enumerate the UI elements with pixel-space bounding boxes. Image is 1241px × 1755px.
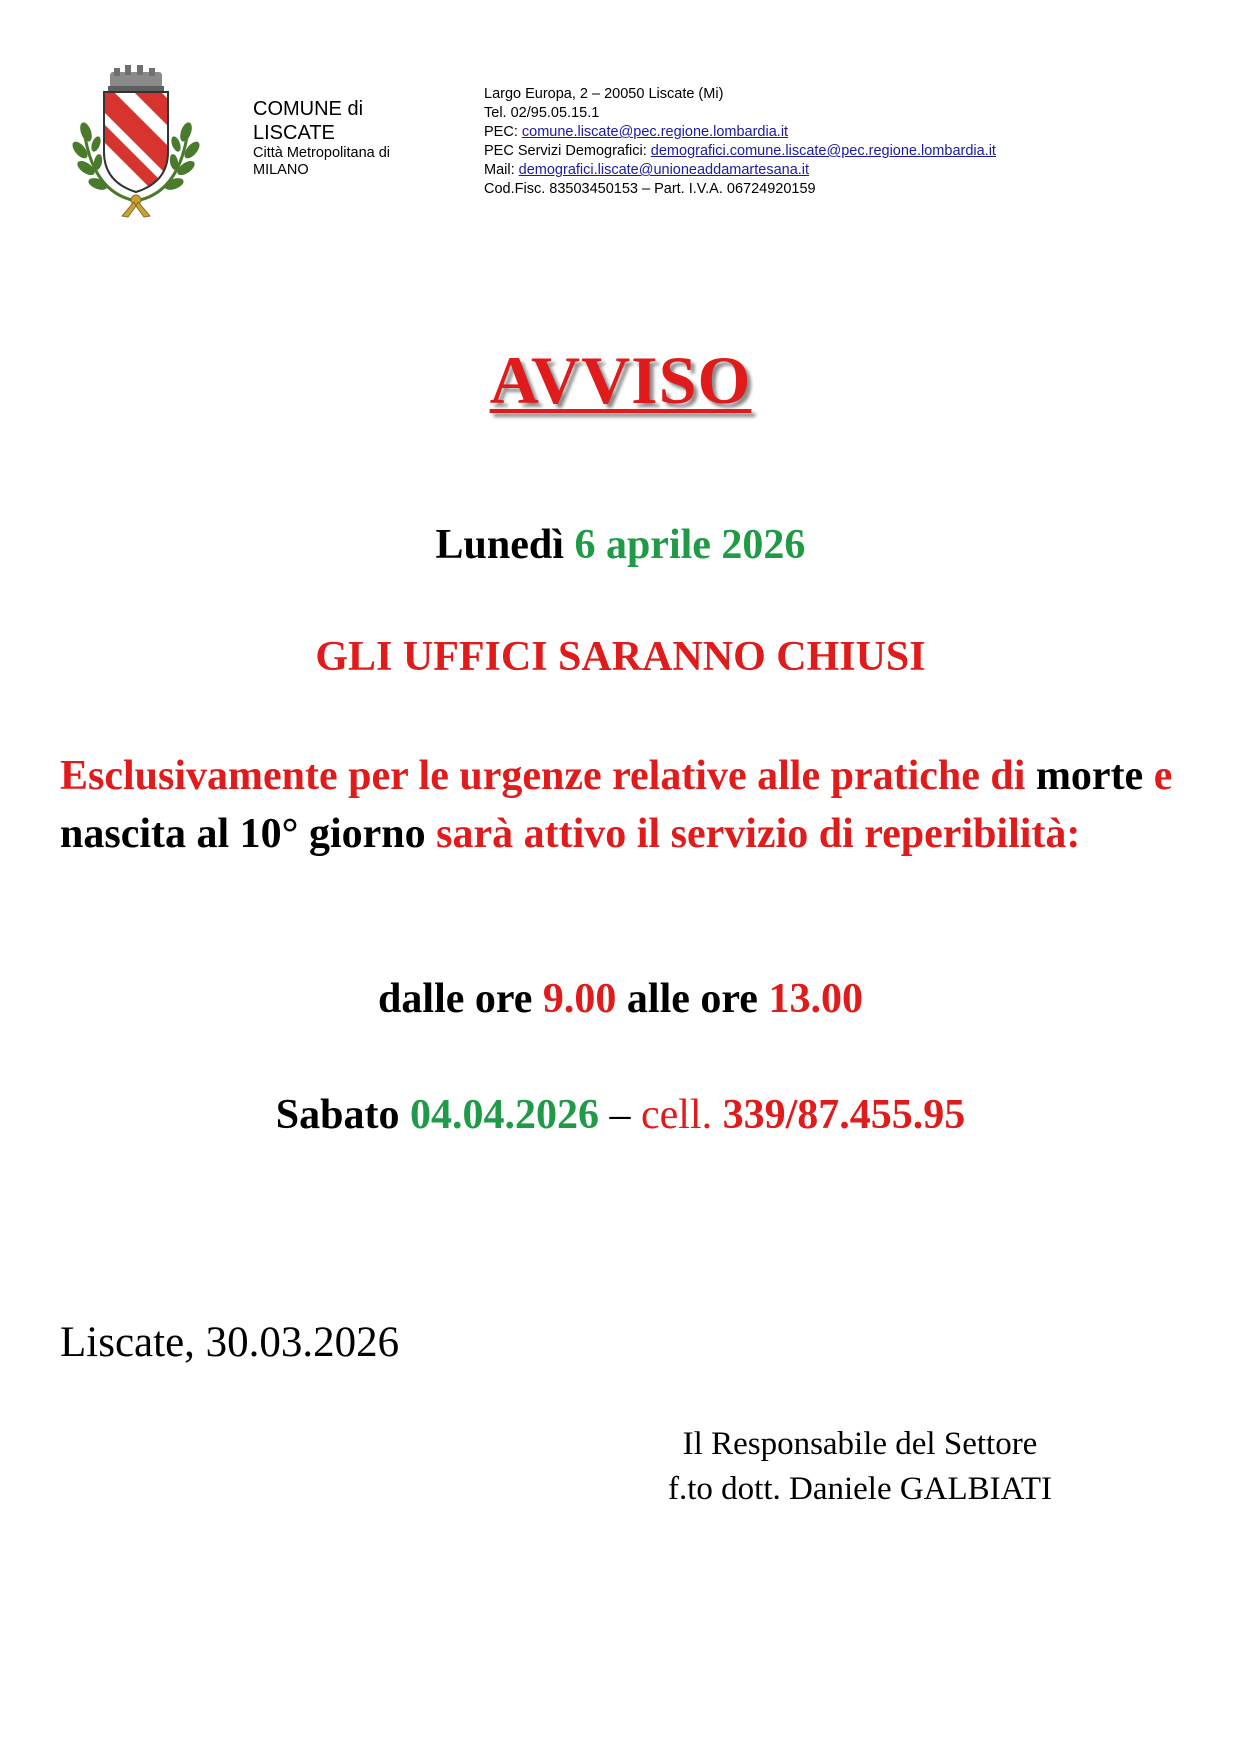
signature-block [580, 1422, 1140, 1512]
urgency-paragraph [60, 747, 1190, 863]
mail-label: Mail: [484, 162, 519, 178]
signature-name: f.to dott. Daniele GALBIATI [668, 1471, 1052, 1507]
mail-email-link[interactable]: demografici.liscate@unioneaddamartesana.it [518, 162, 810, 178]
urgency-part1: Esclusivamente per le urgenze relative alle pratiche di [60, 753, 1036, 799]
address: Largo Europa, 2 – 20050 Liscate (Mi) [484, 86, 724, 102]
pec-email-link[interactable]: comune.liscate@pec.regione.lombardia.it [521, 124, 789, 140]
saturday-contact-line [0, 1090, 1241, 1140]
comune-label: COMUNE di [253, 98, 364, 120]
coat-of-arms-logo [62, 60, 202, 220]
urgency-death: morte [1035, 753, 1144, 799]
crown-icon [108, 65, 164, 91]
date-value: 6 aprile 2026 [574, 522, 806, 568]
metro-city-line1: Città Metropolitana di [253, 145, 391, 161]
cell-number: 339/87.455.95 [722, 1092, 966, 1138]
contacts-block [484, 85, 996, 199]
hours-to-label: alle ore [616, 976, 769, 1022]
hours-from-time: 9.00 [542, 976, 617, 1022]
saturday-date: 04.04.2026 [409, 1092, 599, 1138]
pec-line [484, 123, 996, 142]
service-hours-line [0, 974, 1241, 1024]
saturday-label: Sabato [275, 1092, 410, 1138]
place-and-date: Liscate, 30.03.2026 [60, 1319, 400, 1366]
pec-demografici-line [484, 142, 996, 161]
municipality-name-block [253, 97, 390, 179]
saturday-dash: – [598, 1092, 641, 1138]
urgency-birth: nascita al 10° giorno [60, 811, 426, 857]
metro-city-line2: MILANO [253, 162, 309, 178]
comune-name: LISCATE [253, 122, 335, 144]
hours-from-label: dalle ore [378, 976, 543, 1022]
pec-demografici-email-link[interactable]: demografici.comune.liscate@pec.regione.lombardia.it [650, 143, 996, 159]
urgency-part5: sarà attivo il servizio di reperibilità: [425, 811, 1081, 857]
telephone: Tel. 02/95.05.15.1 [484, 105, 600, 121]
pec-label: PEC: [484, 124, 522, 140]
notice-title: AVVISO [489, 342, 752, 418]
date-weekday: Lunedì [435, 522, 575, 568]
offices-closed-text: GLI UFFICI SARANNO CHIUSI [315, 634, 926, 680]
hours-to-time: 13.00 [768, 976, 863, 1022]
urgency-and: e [1143, 753, 1173, 799]
pec-demografici-label: PEC Servizi Demografici: [484, 143, 651, 159]
signature-role: Il Responsabile del Settore [682, 1426, 1038, 1462]
mail-line [484, 161, 996, 180]
cell-label: cell. [640, 1092, 723, 1138]
fiscal-code: Cod.Fisc. 83503450153 – Part. I.V.A. 06724920159 [484, 181, 816, 197]
closure-date-line [0, 520, 1241, 570]
